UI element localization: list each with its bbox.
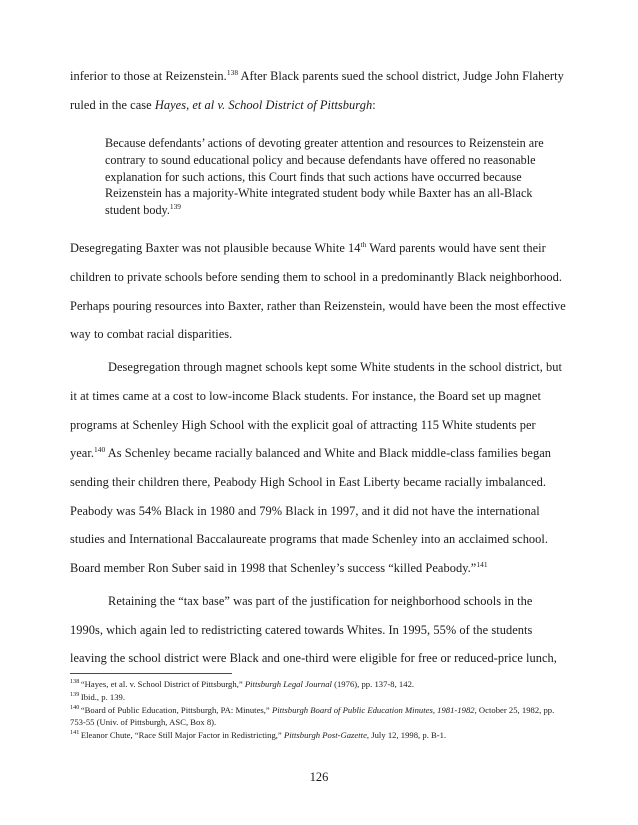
footnote-140-text-a: “Board of Public Education, Pittsburgh, PA: Minutes,” <box>80 704 272 715</box>
footnote-ref-140[interactable]: 140 <box>93 445 106 455</box>
footnote-number-139: 139 <box>70 690 80 698</box>
paragraph-1 <box>70 62 567 119</box>
footnote-138-text-a: “Hayes, et al. v. School District of Pittsburgh,” <box>80 679 245 689</box>
footnote-141-text-b: , July 12, 1998, p. B-1. <box>366 729 447 740</box>
paragraph-1-text-a: inferior to those at Reizenstein. <box>70 69 227 83</box>
footnote-140-italic: Pittsburgh Board of Public Education Minutes, 1981-1982 <box>271 704 475 715</box>
paragraph-1-text-c: : <box>372 97 376 112</box>
footnote-number-141: 141 <box>70 728 80 736</box>
blockquote-text: Because defendants’ actions of devoting greater attention and resources to Reizenstein are contrary to sound educational policy and because defendants have offered no reasonable explanation for such actions, this Court finds that such actions have occurred because Reizenstein has a majority-White integrated student body while Baxter has an all-Black student body. <box>105 136 544 217</box>
footnote-ref-141[interactable]: 141 <box>476 559 488 569</box>
footnote-separator-rule <box>70 673 232 674</box>
footnote-141-text-a: Eleanor Chute, “Race Still Major Factor in Redistricting,” <box>80 729 284 740</box>
footnote-138 <box>70 678 570 690</box>
footnote-140-text-b: , October 25, 1982, pp. 753-55 (Univ. of Pittsburgh, ASC, Box 8). <box>70 704 555 727</box>
paragraph-3 <box>70 353 567 583</box>
paragraph-3-text-a: Desegregation through magnet schools kept some White students in the school district, but it at times came at a cost to low-income Black students. For instance, the Board set up magnet programs at Schenley High School with the explicit goal of attracting 115 White students per year. <box>70 360 562 461</box>
footnote-141-italic: Pittsburgh Post-Gazette <box>283 729 367 740</box>
paragraph-2-text-b: Ward parents would have sent their children to private schools before sending them to school in a predominantly Black neighborhood. Perhaps pouring resources into Baxter, rather than Reizenstein, would have been the most effective way to combat racial disparities. <box>70 241 566 342</box>
page-number: 126 <box>309 770 329 784</box>
footnote-ref-139[interactable]: 139 <box>169 201 181 211</box>
footnote-138-text-b: (1976), pp. 137-8, 142. <box>331 679 415 689</box>
footnote-140 <box>70 704 570 729</box>
footnote-141 <box>70 729 570 741</box>
footnote-139 <box>70 691 570 703</box>
spacer-before-blockquote <box>70 119 567 129</box>
paragraph-1-text-b: After Black parents sued the school district, Judge John Flaherty ruled in the case <box>70 69 564 112</box>
paragraph-2-text-a: Desegregating Baxter was not plausible because White 14 <box>70 241 361 256</box>
paragraph-2 <box>70 234 567 349</box>
footnote-number-138: 138 <box>70 678 80 686</box>
footnote-139-text: Ibid., p. 139. <box>80 691 126 702</box>
page-body <box>70 62 567 673</box>
footnote-138-italic: Pittsburgh Legal Journal <box>244 679 332 689</box>
spacer-after-blockquote <box>70 224 567 234</box>
footnote-ref-138[interactable]: 138 <box>226 67 239 77</box>
footnotes-section <box>70 673 570 741</box>
paragraph-3-text-b: As Schenley became racially balanced and White and Black middle-class families began sending their children there, Peabody High School in East Liberty became racially imbalanced. Peabody was 54% Black in 1980 and 79% Black in 1997, and it did not have the international studies and International Baccalaureate programs that made Schenley into an acclaimed school. Board member Ron Suber said in 1998 that Schenley’s success “killed Peabody.” <box>70 446 552 576</box>
paragraph-4-text: Retaining the “tax base” was part of the justification for neighborhood schools in the 1990s, which again led to redistricting catered towards Whites. In 1995, 55% of the students leaving the school district were Black and one-third were eligible for free or reduced-price lunch, <box>70 593 557 666</box>
ordinal-suffix-th: th <box>360 240 367 250</box>
footnote-number-140: 140 <box>70 703 80 711</box>
blockquote <box>70 135 567 218</box>
case-name-citation: Hayes, et al v. School District of Pittsburgh <box>154 97 373 112</box>
paragraph-4 <box>70 587 567 673</box>
